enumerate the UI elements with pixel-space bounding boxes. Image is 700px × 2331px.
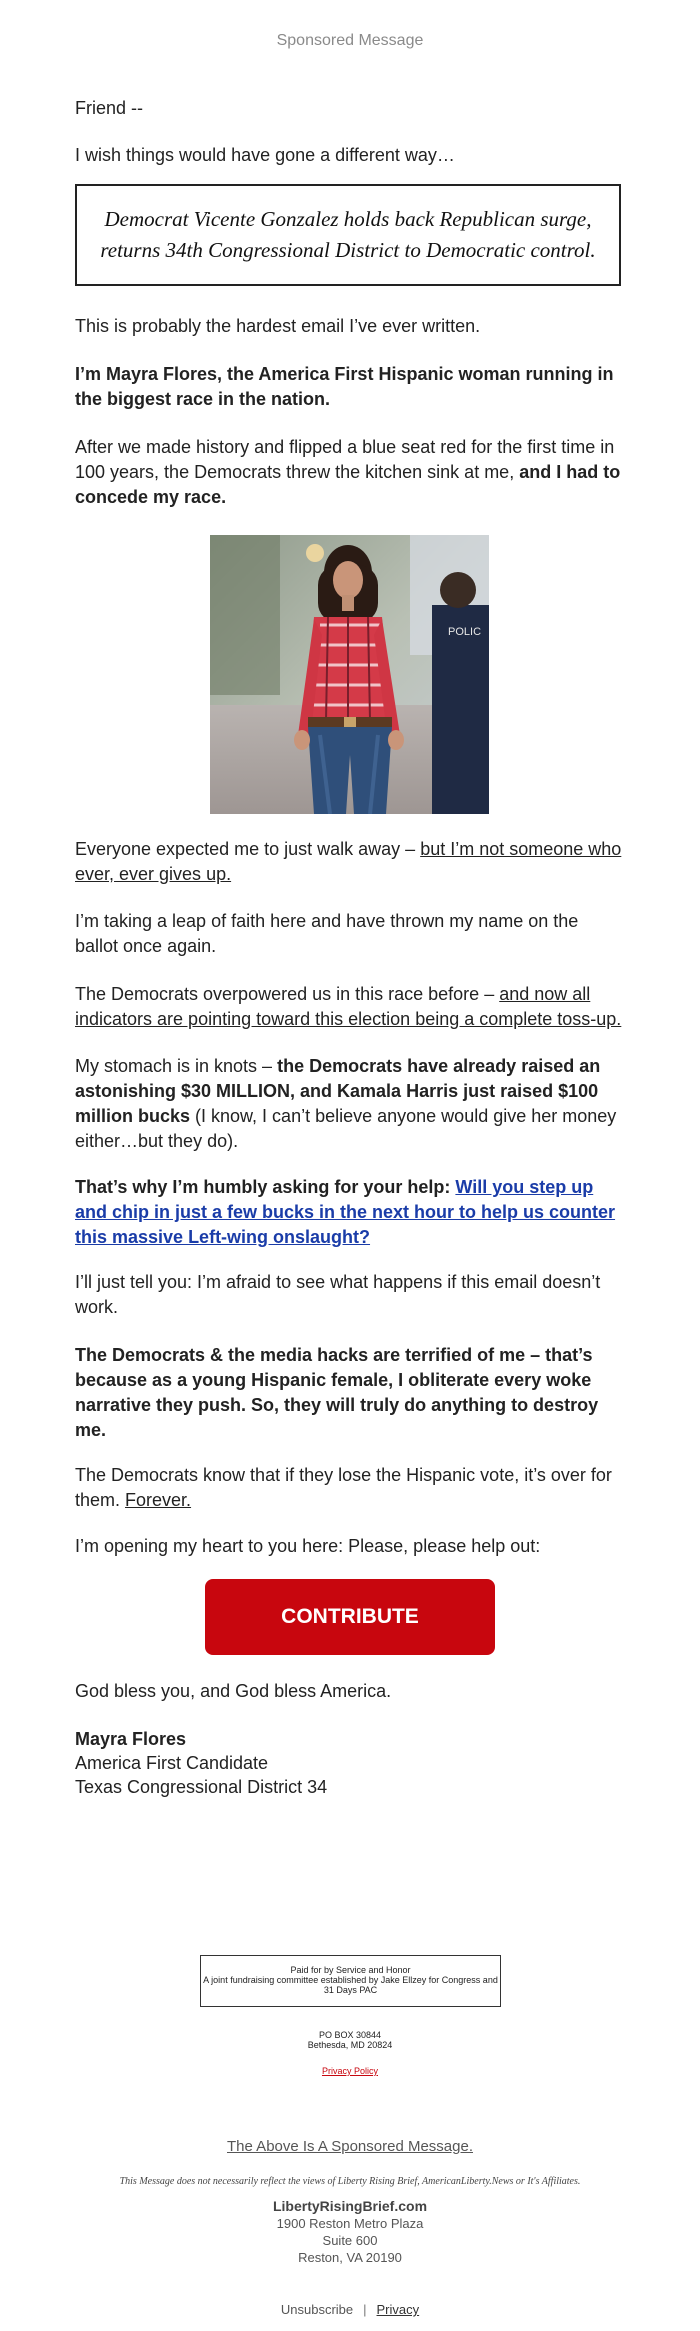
address-line-1: 1900 Reston Metro Plaza bbox=[276, 2216, 424, 2231]
signature-name: Mayra Flores bbox=[75, 1729, 187, 1749]
paragraph-walk-away bbox=[75, 837, 625, 887]
news-headline-box bbox=[75, 184, 621, 286]
footer-links bbox=[0, 2302, 700, 2317]
paragraph-afraid: I’ll just tell you: I’m afraid to see what happens if this email doesn’t work. bbox=[75, 1272, 601, 1317]
text-toss-up: and now all indicators are pointing toward this election being a complete toss-up. bbox=[75, 984, 622, 1029]
disclaimer: This Message does not necessarily reflect the views of Liberty Rising Brief, AmericanLiberty.News or It's Affiliates. bbox=[119, 2176, 581, 2187]
svg-text:POLIC: POLIC bbox=[448, 626, 482, 638]
unsubscribe-link[interactable]: Unsubscribe bbox=[280, 2302, 354, 2317]
intro-line: I wish things would have gone a different way… bbox=[75, 145, 455, 165]
paragraph-history bbox=[75, 435, 625, 510]
po-box: PO BOX 30844 bbox=[318, 2030, 382, 2040]
privacy-policy-link-wrap bbox=[0, 2066, 700, 2076]
paragraph-leap-of-faith: I’m taking a leap of faith here and have thrown my name on the ballot once again. bbox=[75, 911, 579, 956]
paragraph-introduction: I’m Mayra Flores, the America First Hispanic woman running in the biggest race in the nation. bbox=[75, 364, 614, 409]
text-fundraising-totals: the Democrats have already raised an astonishing $30 MILLION, and Kamala Harris just raised $100 million bucks bbox=[75, 1056, 601, 1126]
text-segment: After we made history and flipped a blue seat red for the first time in 100 years, the Democrats threw the kitchen sink at me, bbox=[75, 437, 615, 482]
text-segment: My stomach is in knots – bbox=[75, 1056, 278, 1076]
address-line-3: Reston, VA 20190 bbox=[298, 2250, 402, 2265]
brand-name: LibertyRisingBrief.com bbox=[272, 2198, 428, 2214]
candidate-photo-illustration bbox=[210, 535, 489, 814]
paragraph-ask bbox=[75, 1175, 625, 1250]
privacy-link[interactable]: Privacy bbox=[376, 2302, 420, 2317]
paragraph-terrified: The Democrats & the media hacks are terrified of me – that’s because as a young Hispanic female, I obliterate every woke narrative they push. So, they will truly do anything to destroy me. bbox=[75, 1345, 599, 1440]
paragraph-fundraising bbox=[75, 1054, 625, 1154]
committee-line: A joint fundraising committee established by Jake Ellzey for Congress and 31 Days PAC bbox=[203, 1975, 498, 1995]
text-segment: The Democrats overpowered us in this race before – bbox=[75, 984, 500, 1004]
text-forever: Forever. bbox=[125, 1490, 192, 1510]
greeting: Friend -- bbox=[75, 98, 144, 118]
text-segment: The Democrats know that if they lose the Hispanic vote, it’s over for them. bbox=[75, 1465, 612, 1510]
address-line-2: Suite 600 bbox=[322, 2233, 378, 2248]
signature-district: Texas Congressional District 34 bbox=[75, 1777, 328, 1797]
paragraph-toss-up bbox=[75, 982, 625, 1032]
news-headline: Democrat Vicente Gonzalez holds back Republican surge, returns 34th Congressional District to Democratic control. bbox=[100, 207, 596, 262]
donate-link[interactable]: Will you step up and chip in just a few bucks in the next hour to help us counter this massive Left-wing onslaught? bbox=[75, 1177, 616, 1247]
contribute-button[interactable]: CONTRIBUTE bbox=[205, 1579, 495, 1655]
sponsored-notice-link[interactable]: The Above Is A Sponsored Message. bbox=[227, 2138, 473, 2155]
text-concede: and I had to concede my race. bbox=[75, 462, 621, 507]
candidate-photo bbox=[210, 535, 489, 814]
paragraph-hardest-email: This is probably the hardest email I’ve ever written. bbox=[75, 316, 481, 336]
text-segment: (I know, I can’t believe anyone would give her money either…but they do). bbox=[75, 1106, 617, 1151]
po-city: Bethesda, MD 20824 bbox=[307, 2040, 393, 2050]
paid-for-box bbox=[200, 1955, 501, 2007]
privacy-policy-link[interactable]: Privacy Policy bbox=[321, 2066, 378, 2076]
closing-blessing: God bless you, and God bless America. bbox=[75, 1681, 392, 1701]
signature-title: America First Candidate bbox=[75, 1753, 269, 1773]
text-ask: That’s why I’m humbly asking for your help: bbox=[75, 1177, 456, 1197]
sponsored-message-label: Sponsored Message bbox=[276, 32, 424, 49]
paragraph-opening-heart: I’m opening my heart to you here: Please, please help out: bbox=[75, 1536, 541, 1556]
paragraph-hispanic-vote bbox=[75, 1463, 625, 1513]
text-never-gives-up: but I’m not someone who ever, ever gives up. bbox=[75, 839, 622, 884]
link-separator: | bbox=[363, 2302, 367, 2317]
paid-for-line: Paid for by Service and Honor bbox=[290, 1965, 411, 1975]
text-segment: Everyone expected me to just walk away – bbox=[75, 839, 421, 859]
